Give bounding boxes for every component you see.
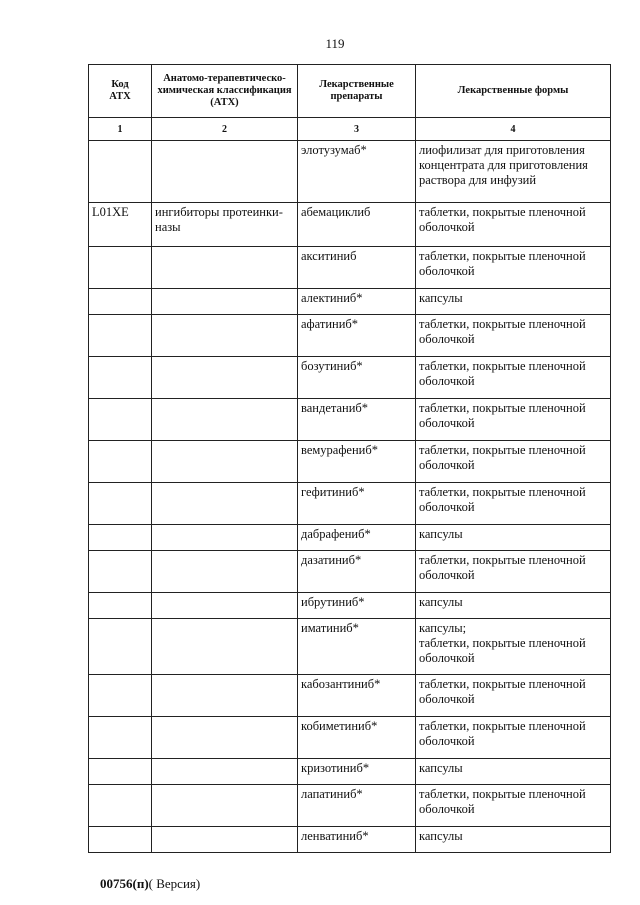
column-number: 3 [298,118,416,141]
document-version: ( Версия) [148,876,201,891]
atx-code-cell [89,289,152,315]
drug-name-cell: кобиметиниб* [298,717,416,759]
atx-code-cell [89,619,152,675]
atx-group-cell [152,141,298,203]
atx-group-cell [152,441,298,483]
drug-name-cell: иматиниб* [298,619,416,675]
atx-group-cell [152,619,298,675]
document-code: 00756(п) [100,876,149,891]
atx-group-cell [152,759,298,785]
atx-group-cell [152,717,298,759]
dosage-form-cell: таблетки, покрытые пленочной оболочкой [416,315,611,357]
drug-name-cell: вандетаниб* [298,399,416,441]
atx-code-cell [89,315,152,357]
table-row [89,525,611,551]
column-number-row [89,118,611,141]
drug-name-cell: вемурафениб* [298,441,416,483]
atx-group-cell [152,315,298,357]
atx-code-cell [89,525,152,551]
table-row [89,441,611,483]
drug-name-cell: гефитиниб* [298,483,416,525]
header-forms: Лекарственные формы [416,65,611,118]
atx-code-cell [89,247,152,289]
table-header-row [89,65,611,118]
column-number: 4 [416,118,611,141]
dosage-form-cell: капсулы; таблетки, покрытые пленочной оболочкой [416,619,611,675]
dosage-form-cell: лиофилизат для приготовления концентрата для приготовления раствора для инфузий [416,141,611,203]
drug-name-cell: абемациклиб [298,203,416,247]
atx-group-cell [152,399,298,441]
atx-code-cell [89,399,152,441]
table-row [89,593,611,619]
table-row [89,289,611,315]
header-code: Код ATX [89,65,152,118]
atx-group-cell [152,289,298,315]
atx-code-cell [89,441,152,483]
dosage-form-cell: таблетки, покрытые пленочной оболочкой [416,357,611,399]
dosage-form-cell: капсулы [416,525,611,551]
dosage-form-cell: таблетки, покрытые пленочной оболочкой [416,785,611,827]
atx-group-cell: ингибиторы протеинки-назы [152,203,298,247]
table-row [89,675,611,717]
drug-name-cell: ибрутиниб* [298,593,416,619]
dosage-form-cell: капсулы [416,759,611,785]
column-number: 2 [152,118,298,141]
table-row [89,551,611,593]
table-row [89,827,611,853]
dosage-form-cell: капсулы [416,593,611,619]
atx-group-cell [152,357,298,399]
dosage-form-cell: таблетки, покрытые пленочной оболочкой [416,399,611,441]
dosage-form-cell: таблетки, покрытые пленочной оболочкой [416,203,611,247]
drug-name-cell: элотузумаб* [298,141,416,203]
atx-group-cell [152,483,298,525]
atx-group-cell [152,247,298,289]
dosage-form-cell: капсулы [416,289,611,315]
atx-code-cell [89,759,152,785]
atx-group-cell [152,525,298,551]
table-row [89,399,611,441]
atx-group-cell [152,551,298,593]
atx-code-cell [89,827,152,853]
atx-group-cell [152,827,298,853]
dosage-form-cell: таблетки, покрытые пленочной оболочкой [416,551,611,593]
table-row [89,357,611,399]
table-row [89,717,611,759]
dosage-form-cell: таблетки, покрытые пленочной оболочкой [416,483,611,525]
atx-code-cell [89,551,152,593]
table-row [89,315,611,357]
document-footer [100,876,200,892]
drug-name-cell: дазатиниб* [298,551,416,593]
drug-name-cell: бозутиниб* [298,357,416,399]
atx-code-cell: L01XE [89,203,152,247]
header-drugs: Лекарственные препараты [298,65,416,118]
dosage-form-cell: таблетки, покрытые пленочной оболочкой [416,441,611,483]
atx-group-cell [152,675,298,717]
drug-name-cell: акситиниб [298,247,416,289]
dosage-form-cell: таблетки, покрытые пленочной оболочкой [416,675,611,717]
table-row [89,619,611,675]
table-row [89,785,611,827]
dosage-form-cell: капсулы [416,827,611,853]
drug-name-cell: кабозантиниб* [298,675,416,717]
drug-name-cell: дабрафениб* [298,525,416,551]
table-row [89,203,611,247]
dosage-form-cell: таблетки, покрытые пленочной оболочкой [416,717,611,759]
column-number: 1 [89,118,152,141]
atx-group-cell [152,785,298,827]
table-row [89,483,611,525]
page-number: 119 [325,36,345,51]
drug-name-cell: алектиниб* [298,289,416,315]
atx-code-cell [89,593,152,619]
table-row [89,759,611,785]
drug-name-cell: кризотиниб* [298,759,416,785]
header-classification: Анатомо-терапевтическо-химическая классификация (ATX) [152,65,298,118]
atx-code-cell [89,357,152,399]
atx-code-cell [89,717,152,759]
atx-drug-table [88,64,611,853]
atx-code-cell [89,675,152,717]
drug-name-cell: ленватиниб* [298,827,416,853]
table-row [89,247,611,289]
table-row [89,141,611,203]
atx-code-cell [89,785,152,827]
atx-code-cell [89,141,152,203]
drug-name-cell: афатиниб* [298,315,416,357]
atx-group-cell [152,593,298,619]
atx-code-cell [89,483,152,525]
drug-name-cell: лапатиниб* [298,785,416,827]
dosage-form-cell: таблетки, покрытые пленочной оболочкой [416,247,611,289]
